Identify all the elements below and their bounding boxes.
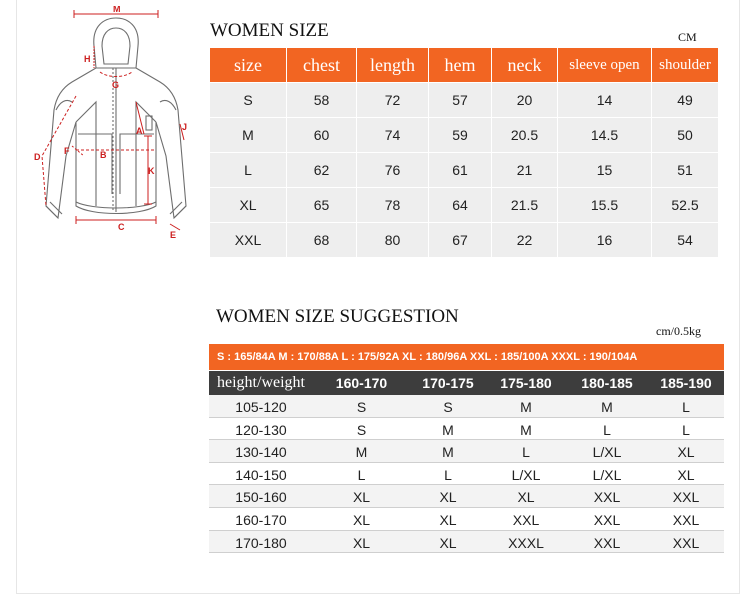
shoulder-cell: 49 <box>652 83 718 117</box>
suggestion-title: WOMEN SIZE SUGGESTION <box>216 306 459 327</box>
label-d: D <box>34 152 41 162</box>
label-h: H <box>84 54 91 64</box>
size-cell: XL <box>352 534 371 551</box>
chest-cell: 65 <box>287 188 356 222</box>
size-table-unit: CM <box>678 30 697 44</box>
size-cell: M <box>442 444 454 461</box>
sleeve-open-cell: 16 <box>558 223 651 257</box>
length-cell: 76 <box>357 153 428 187</box>
table-row <box>209 463 724 486</box>
size-cell: XL <box>439 489 457 506</box>
table-row <box>209 485 724 508</box>
weight-cell: 120-130 <box>235 421 287 438</box>
table-row <box>210 223 718 257</box>
size-cell: L <box>682 421 690 438</box>
neck-cell: 20.5 <box>492 118 557 152</box>
neck-cell: 20 <box>492 83 557 117</box>
height-weight-header: height/weight <box>217 374 305 391</box>
height-range-header: 180-185 <box>581 375 633 391</box>
size-cell: XL <box>677 444 695 461</box>
length-cell: 80 <box>357 223 428 257</box>
size-cell: M <box>442 421 454 438</box>
weight-cell: 130-140 <box>235 444 287 461</box>
size-cell: L <box>210 153 286 187</box>
label-c: C <box>118 222 125 232</box>
size-cell: XL <box>352 489 371 506</box>
size-cell: XL <box>439 511 457 528</box>
shoulder-cell: 51 <box>652 153 718 187</box>
hem-cell: 59 <box>429 118 491 152</box>
sleeve-open-cell: 15.5 <box>558 188 651 222</box>
chest-header: chest <box>287 48 356 82</box>
chest-cell: 68 <box>287 223 356 257</box>
size-cell: XL <box>517 489 535 506</box>
weight-cell: 150-160 <box>235 489 287 506</box>
sleeve-open-cell: 14 <box>558 83 651 117</box>
label-a: A <box>136 126 143 136</box>
weight-cell: 160-170 <box>235 511 287 528</box>
size-cell: XL <box>439 534 457 551</box>
size-cell: L <box>444 466 452 483</box>
size-table <box>209 47 719 258</box>
size-code-banner: S : 165/84A M : 170/88A L : 175/92A XL : 180/96A XXL : 185/100A XXXL : 190/104A <box>209 344 724 370</box>
suggestion-table <box>209 395 724 553</box>
table-row <box>210 118 718 152</box>
label-m: M <box>113 6 121 14</box>
weight-cell: 105-120 <box>235 399 287 415</box>
size-table-title: WOMEN SIZE <box>210 20 329 41</box>
neck-cell: 22 <box>492 223 557 257</box>
size-cell: XXXL <box>508 534 544 551</box>
hem-cell: 61 <box>429 153 491 187</box>
length-cell: 78 <box>357 188 428 222</box>
label-e: E <box>170 230 177 240</box>
size-cell: L <box>682 399 690 415</box>
length-cell: 72 <box>357 83 428 117</box>
size-cell: S <box>356 421 367 438</box>
label-k: K <box>148 166 155 176</box>
size-cell: L <box>357 466 366 483</box>
size-cell: XXL <box>672 489 700 506</box>
size-cell: L <box>522 444 530 461</box>
height-range-header: 185-190 <box>660 375 712 391</box>
size-cell: XXL <box>210 223 286 257</box>
suggestion-header-row <box>209 371 724 395</box>
size-cell: L <box>603 421 611 438</box>
table-row <box>209 508 724 531</box>
height-range-header: 160-170 <box>335 375 388 391</box>
jacket-outline <box>46 18 186 218</box>
size-cell: M <box>210 118 286 152</box>
label-b: B <box>100 150 107 160</box>
table-row <box>210 153 718 187</box>
length-cell: 74 <box>357 118 428 152</box>
height-range-header: 175-180 <box>500 375 552 391</box>
size-cell: XXL <box>512 511 540 528</box>
hem-cell: 57 <box>429 83 491 117</box>
sleeve-open-header: sleeve open <box>558 48 651 82</box>
size-cell: XL <box>352 511 371 528</box>
suggestion-unit: cm/0.5kg <box>656 324 701 338</box>
sleeve-open-cell: 14.5 <box>558 118 651 152</box>
label-f: F <box>64 146 70 156</box>
size-cell: XL <box>677 466 695 483</box>
size-cell: L/XL <box>592 466 622 483</box>
size-cell: M <box>520 399 532 415</box>
size-cell: XXL <box>593 511 621 528</box>
height-range-header: 170-175 <box>422 375 474 391</box>
size-cell: L/XL <box>592 444 622 461</box>
size-table-header-row <box>210 48 718 82</box>
hem-cell: 64 <box>429 188 491 222</box>
table-row <box>210 83 718 117</box>
label-g: G <box>112 80 120 90</box>
size-cell: S <box>356 399 367 415</box>
size-cell: L/XL <box>511 466 541 483</box>
size-cell: XXL <box>593 489 621 506</box>
jacket-measurement-diagram <box>32 6 200 242</box>
size-cell: M <box>601 399 613 415</box>
chest-cell: 62 <box>287 153 356 187</box>
size-cell: M <box>520 421 532 438</box>
neck-cell: 21.5 <box>492 188 557 222</box>
table-row <box>209 440 724 463</box>
hem-header: hem <box>429 48 491 82</box>
shoulder-cell: 50 <box>652 118 718 152</box>
table-row <box>210 188 718 222</box>
size-cell: M <box>355 444 368 461</box>
size-cell: S <box>443 399 453 415</box>
table-row <box>209 418 724 441</box>
size-cell: XL <box>210 188 286 222</box>
shoulder-cell: 52.5 <box>652 188 718 222</box>
label-j: J <box>182 122 188 132</box>
length-header: length <box>357 48 428 82</box>
table-row <box>209 395 724 418</box>
chest-cell: 60 <box>287 118 356 152</box>
size-cell: S <box>210 83 286 117</box>
chest-cell: 58 <box>287 83 356 117</box>
sleeve-open-cell: 15 <box>558 153 651 187</box>
hem-cell: 67 <box>429 223 491 257</box>
size-cell: XXL <box>593 534 621 551</box>
shoulder-cell: 54 <box>652 223 718 257</box>
size-cell: XXL <box>672 511 700 528</box>
shoulder-header: shoulder <box>652 48 718 82</box>
neck-cell: 21 <box>492 153 557 187</box>
neck-header: neck <box>492 48 557 82</box>
table-row <box>209 531 724 554</box>
size-cell: XXL <box>672 534 700 551</box>
weight-cell: 140-150 <box>235 466 287 483</box>
size-header: size <box>210 48 286 82</box>
weight-cell: 170-180 <box>235 534 287 551</box>
